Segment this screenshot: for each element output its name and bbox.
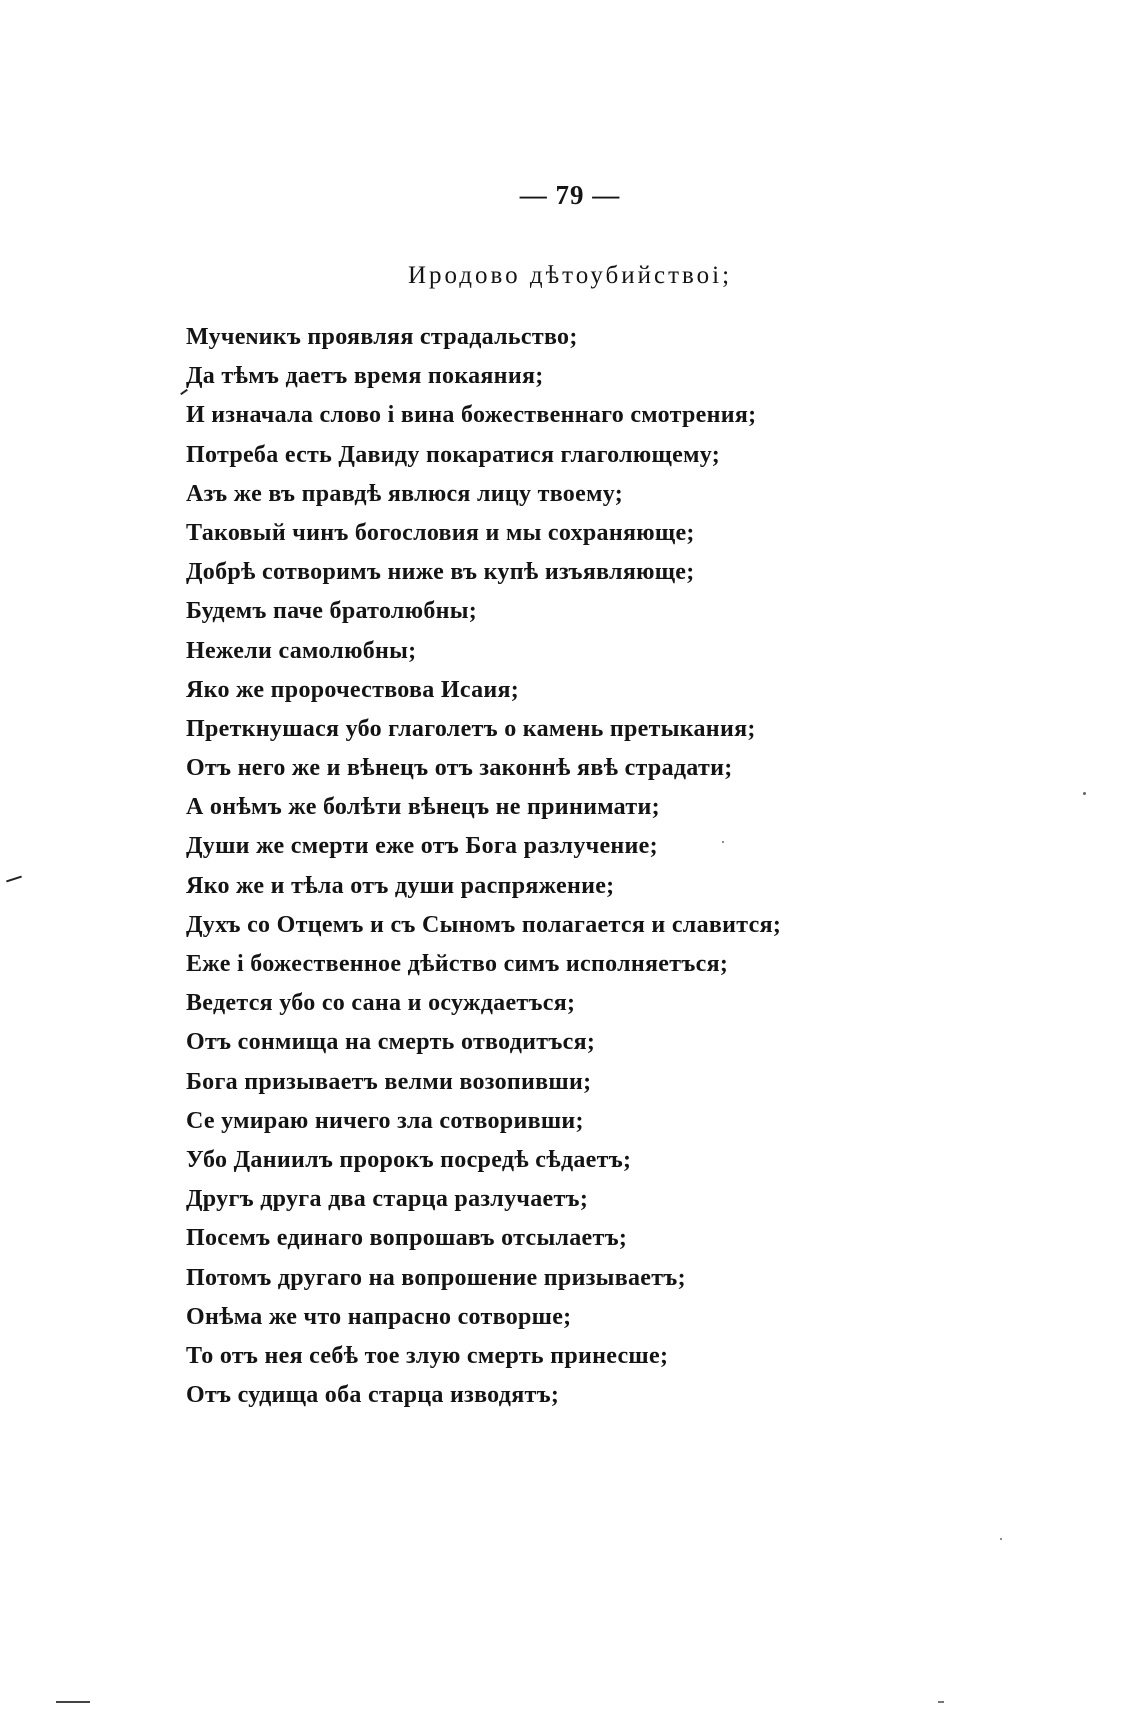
verse-line: Потомъ другаго на вопрошение призываетъ;	[186, 1264, 686, 1291]
verse-line: Ведется убо со сана и осуждаетъся;	[186, 990, 576, 1017]
verse-line: Духъ со Отцемъ и съ Сыномъ полагается и славится;	[186, 911, 782, 938]
verse-line: Посемъ единаго вопрошавъ отсылаетъ;	[186, 1225, 628, 1252]
verse-line: Онѣма же что напрасно сотворше;	[186, 1303, 572, 1330]
verse-line: Бога призываетъ велми возопивши;	[186, 1068, 592, 1095]
ink-speck	[1000, 1538, 1002, 1540]
verse-line: Азъ же въ правдѣ явлюся лицу твоему;	[186, 480, 623, 507]
ink-speck	[1083, 792, 1086, 795]
margin-ink-mark	[6, 876, 22, 883]
verse-line: И изначала слово і вина божественнаго смотрения;	[186, 402, 757, 429]
verse-line: Мучеɴикъ проявляя страдальство;	[186, 324, 578, 350]
section-heading: Иродово дѣтоубийствоі;	[407, 262, 733, 289]
verse-line: Еже і божественное дѣйство симъ исполняетъся;	[186, 951, 729, 977]
verse-line: Потреба есть Давиду покаратися глаголющему;	[186, 441, 720, 468]
verse-line: Таковый чинъ богословия и мы сохраняюще;	[186, 519, 695, 546]
footer-mark	[56, 1701, 90, 1703]
verse-line: Яко же пророчествова Исаия;	[186, 676, 520, 703]
verse-line: Отъ судища оба старца изводятъ;	[186, 1382, 560, 1409]
verse-line: То отъ нея себѣ тое злую смерть принесше;	[186, 1342, 669, 1369]
verse-line: Преткнушася убо глаголетъ о камень претыкания;	[186, 715, 756, 742]
verse-line: Добрѣ сотворимъ ниже въ купѣ изъявляюще;	[186, 559, 695, 586]
verse-line: Отъ сонмища на смерть отводитъся;	[186, 1029, 596, 1056]
verse-line: Нежели самолюбны;	[186, 637, 417, 664]
verse-line: А онѣмъ же болѣти вѣнецъ не принимати;	[186, 794, 660, 821]
verse-line: Убо Даниилъ пророкъ посредѣ сѣдаетъ;	[186, 1146, 632, 1173]
verse-line: Отъ него же и вѣнецъ отъ законнѣ явѣ страдати;	[186, 755, 733, 782]
verse-line: Будемъ паче братолюбны;	[186, 598, 478, 625]
verse-line: Се умираю ничего зла сотворивши;	[186, 1107, 584, 1134]
verse-line: Яко же и тѣла отъ души распряжение;	[186, 872, 615, 899]
verse-line: Да тѣмъ даетъ время покаяния;	[186, 363, 544, 390]
verse-line: Души же смерти еже отъ Бога разлучение;	[186, 833, 658, 860]
page-number: — 79 —	[519, 180, 621, 210]
verse-text	[186, 318, 781, 1415]
footer-mark	[938, 1701, 944, 1703]
verse-line: Другъ друга два старца разлучаетъ;	[186, 1186, 589, 1213]
